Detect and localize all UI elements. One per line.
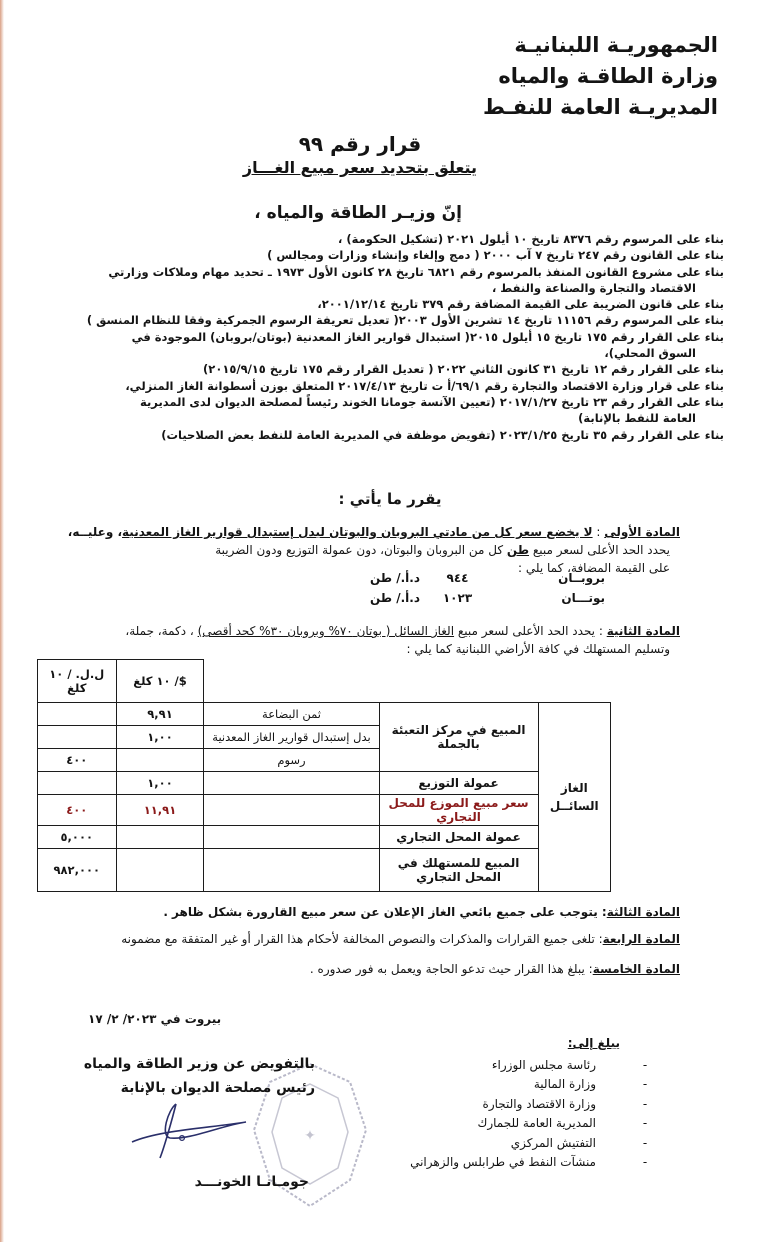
notify-list <box>410 1034 648 1173</box>
table-row <box>38 826 611 849</box>
notify-item-label: وزارة المالية <box>533 1077 596 1091</box>
issue-date: بيروت في ٢٠٢٣/ ٢/ ١٧ <box>88 1012 222 1026</box>
preamble-line: العامة للنفط بالإنابة) <box>578 411 696 426</box>
decision-number: قرار رقم ٩٩ <box>298 132 422 156</box>
row-usd <box>116 749 204 772</box>
liquid-gas-label: الغاز السائــل <box>538 703 610 892</box>
preamble-line: بناء على القانون رقم ٢٤٧ تاريخ ٧ آب ٢٠٠٠ ( دمج وإلغاء وإنشاء وزارات ومجالس ) <box>267 248 724 263</box>
notify-item-label: المديرية العامة للجمارك <box>477 1116 596 1130</box>
article-2-text: يحدد الحد الأعلى لسعر مبيع <box>454 624 596 638</box>
notify-item: - منشآت النفط في طرابلس والزهراني <box>410 1153 620 1173</box>
signatory-name: جومـانـا الخونـــد <box>194 1174 309 1190</box>
notify-item: - وزارة المالية <box>410 1075 620 1095</box>
price-value: ٩٤٤ <box>446 571 469 585</box>
notify-item: - وزارة الاقتصاد والتجارة <box>410 1095 620 1115</box>
preamble-line: بناء على قرار وزارة الاقتصاد والتجارة رقم ٦٩/١/أ ت تاريخ ٢٠١٧/٤/١٣ المتعلق بوزن أسطوانة الغاز المنزلي، <box>125 378 724 393</box>
decides-heading: يقرر ما يأتي : <box>338 490 442 508</box>
article-5 <box>310 960 680 978</box>
price-product: بروبــان <box>558 571 605 585</box>
row-usd <box>116 849 204 892</box>
article-5-text: : يبلغ هذا القرار حيث تدعو الحاجة ويعمل به فور صدوره . <box>309 962 593 976</box>
notify-heading: يبلغ إلى: <box>567 1036 620 1050</box>
preamble-line: بناء على القرار رقم ٣٥ تاريخ ٢٠٢٣/١/٢٥ (تفويض موظفة في المديرية العامة للنفط بعض الصلاحيات) <box>161 427 724 442</box>
article-1-ton: طن <box>506 543 530 557</box>
preamble-line: بناء على المرسوم رقم ١١١٥٦ تاريخ ١٤ تشرين الأول ٢٠٠٣( تعديل تعريفة الرسوم الجمركية وفقا للنظام المنسق ) <box>86 313 724 328</box>
preamble-line: بناء على القرار رقم ٢٣ تاريخ ٢٠١٧/١/٢٧ (تعيين الآنسة جومانا الخوند رئيساً لمصلحة الديوان لدى المديرية <box>140 394 724 409</box>
row-category: عمولة التوزيع <box>379 772 538 795</box>
notify-item-label: التفتيش المركزي <box>510 1135 596 1150</box>
price-product: بوتـــان <box>561 591 605 605</box>
row-sub-label <box>204 826 379 849</box>
row-usd: ١,٠٠ <box>116 772 204 795</box>
table-row <box>38 703 611 726</box>
row-lbp: ٥,٠٠٠ <box>38 826 117 849</box>
row-category: عمولة المحل التجاري <box>379 826 538 849</box>
article-2-line2: وتسليم المستهلك في كافة الأراضي اللبنانية كما يلي : <box>406 642 670 656</box>
scan-edge <box>0 0 4 1242</box>
preamble-line: بناء على القرار رقم ١٢ تاريخ ٣١ كانون الثاني ٢٠٢٢ ( تعديل القرار رقم ١٧٥ تاريخ ٢٠١٥/٩/١٥) <box>203 362 724 377</box>
article-4 <box>121 930 680 948</box>
preamble-line: بناء على مشروع القانون المنفذ بالمرسوم رقم ٦٨٢١ تاريخ ٢٨ كانون الأول ١٩٧٣ ـ تحديد مهام وملاكات وزارتي <box>108 264 724 279</box>
row-category-highlight: سعر مبيع الموزع للمحل التجاري <box>379 795 538 826</box>
signature-block <box>65 1052 315 1194</box>
row-usd: ٩,٩١ <box>116 703 204 726</box>
row-sub-label: ثمن البضاعة <box>204 703 379 726</box>
letterhead <box>483 30 718 123</box>
article-3-text: : يتوجب على جميع بائعي الغاز الإعلان عن سعر مبيع القارورة بشكل ظاهر . <box>163 905 607 919</box>
article-2 <box>125 622 680 658</box>
price-value: ١٠٢٣ <box>442 591 473 605</box>
article-2-text: ، دكمة، جملة، <box>125 624 198 638</box>
article-3-label: المادة الثالثة <box>606 905 680 919</box>
article-1-bold: لا يخضع سعر كل من مادتي البروبان والبوتان لبدل إستبدال قوارير الغاز المعدنية <box>122 525 593 539</box>
article-2-underlined: الغاز السائل ( بوتان ٧٠% وبروبان ٣٠% كحد أقصى) <box>197 624 455 638</box>
minister-line: إنّ وزيـر الطاقة والمياه ، <box>254 203 462 223</box>
notify-item: - التفتيش المركزي <box>410 1134 620 1154</box>
col-header-usd: $/ ١٠ كلغ <box>116 660 204 703</box>
notify-item: - رئاسة مجلس الوزراء <box>410 1056 620 1076</box>
article-1-sep: : <box>592 525 605 539</box>
row-sub-label <box>204 795 379 826</box>
row-sub-label <box>204 849 379 892</box>
row-sub-label <box>204 772 379 795</box>
row-usd: ١,٠٠ <box>116 726 204 749</box>
ton-prices <box>360 568 605 608</box>
article-1-label: المادة الأولى <box>604 525 680 539</box>
preamble <box>4 231 724 443</box>
table-row <box>38 849 611 892</box>
table-row <box>38 795 611 826</box>
notify-item-label: وزارة الاقتصاد والتجارة <box>482 1096 596 1111</box>
signature-line1: بالتفويض عن وزير الطاقة والمياه <box>83 1056 315 1072</box>
article-5-label: المادة الخامسة <box>592 962 680 976</box>
row-usd: ١١,٩١ <box>116 795 204 826</box>
row-lbp: ٤٠٠ <box>38 749 117 772</box>
article-3 <box>163 903 680 921</box>
article-1-text: يحدد الحد الأعلى لسعر مبيع <box>529 543 670 557</box>
price-unit: د.أ./ طن <box>369 591 420 605</box>
article-1-line3: على القيمة المضافة، كما يلي : <box>518 561 670 575</box>
gas-price-table <box>37 659 611 892</box>
row-lbp: ٩٨٢,٠٠٠ <box>38 849 117 892</box>
preamble-line: بناء على المرسوم رقم ٨٣٧٦ تاريخ ١٠ أيلول ٢٠٢١ (تشكيل الحكومة) ، <box>338 232 724 246</box>
notify-item: - المديرية العامة للجمارك <box>410 1114 620 1134</box>
row-category: المبيع للمستهلك في المحل التجاري <box>379 849 538 892</box>
article-1-tail: ، وعليــه، <box>67 525 123 539</box>
row-lbp <box>38 772 117 795</box>
article-1-text: كل من البروبان والبوتان، دون عمولة التوزيع ودون الضريبة <box>215 543 507 557</box>
row-lbp <box>38 703 117 726</box>
decision-title <box>0 132 780 177</box>
row-sub-label: بدل إستبدال قوارير الغاز المعدنية <box>204 726 379 749</box>
col-header-lbp: ل.ل. / ١٠ كلغ <box>38 660 117 703</box>
letterhead-directorate: المديريـة العامة للنفـط <box>482 95 718 119</box>
preamble-line: السوق المحلي)، <box>604 346 696 361</box>
svg-text:✦: ✦ <box>304 1128 316 1144</box>
letterhead-republic: الجمهوريـة اللبنانيـة <box>514 33 718 57</box>
preamble-line: الاقتصاد والتجارة والصناعة والنفط ، <box>491 280 696 295</box>
row-usd <box>116 826 204 849</box>
article-2-label: المادة الثانية <box>606 624 680 638</box>
wholesale-label: المبيع في مركز التعبئة بالجملة <box>379 703 538 772</box>
notify-item-label: رئاسة مجلس الوزراء <box>491 1057 596 1072</box>
letterhead-ministry: وزارة الطاقـة والمياه <box>498 64 718 88</box>
price-unit: د.أ./ طن <box>369 571 420 585</box>
preamble-line: بناء على القرار رقم ١٧٥ تاريخ ١٥ أيلول ٢٠١٥( استبدال قوارير الغاز المعدنية (بوتان/بروبان) الموجودة في <box>131 329 724 344</box>
article-2-sep: : <box>595 624 607 638</box>
decision-subject: يتعلق بتحديد سعر مبيع الغـــاز <box>242 158 478 177</box>
table-header-row <box>38 660 611 703</box>
article-4-text: : تلغى جميع القرارات والمذكرات والنصوص المخالفة لأحكام هذا القرار أو غير المتفقة مع مضمونه <box>121 932 603 946</box>
row-lbp <box>38 726 117 749</box>
price-row-propane <box>360 568 605 588</box>
signature-line2: رئيس مصلحة الديوان بالإنابة <box>120 1080 315 1096</box>
table-row <box>38 772 611 795</box>
row-sub-label: رسوم <box>204 749 379 772</box>
notify-item-label: منشآت النفط في طرابلس والزهراني <box>410 1155 596 1169</box>
row-lbp: ٤٠٠ <box>38 795 117 826</box>
price-row-butane <box>360 588 605 608</box>
article-4-label: المادة الرابعة <box>602 932 680 946</box>
preamble-line: بناء على قانون الضريبة على القيمة المضافة رقم ٣٧٩ تاريخ ٢٠٠١/١٢/١٤، <box>317 297 724 312</box>
